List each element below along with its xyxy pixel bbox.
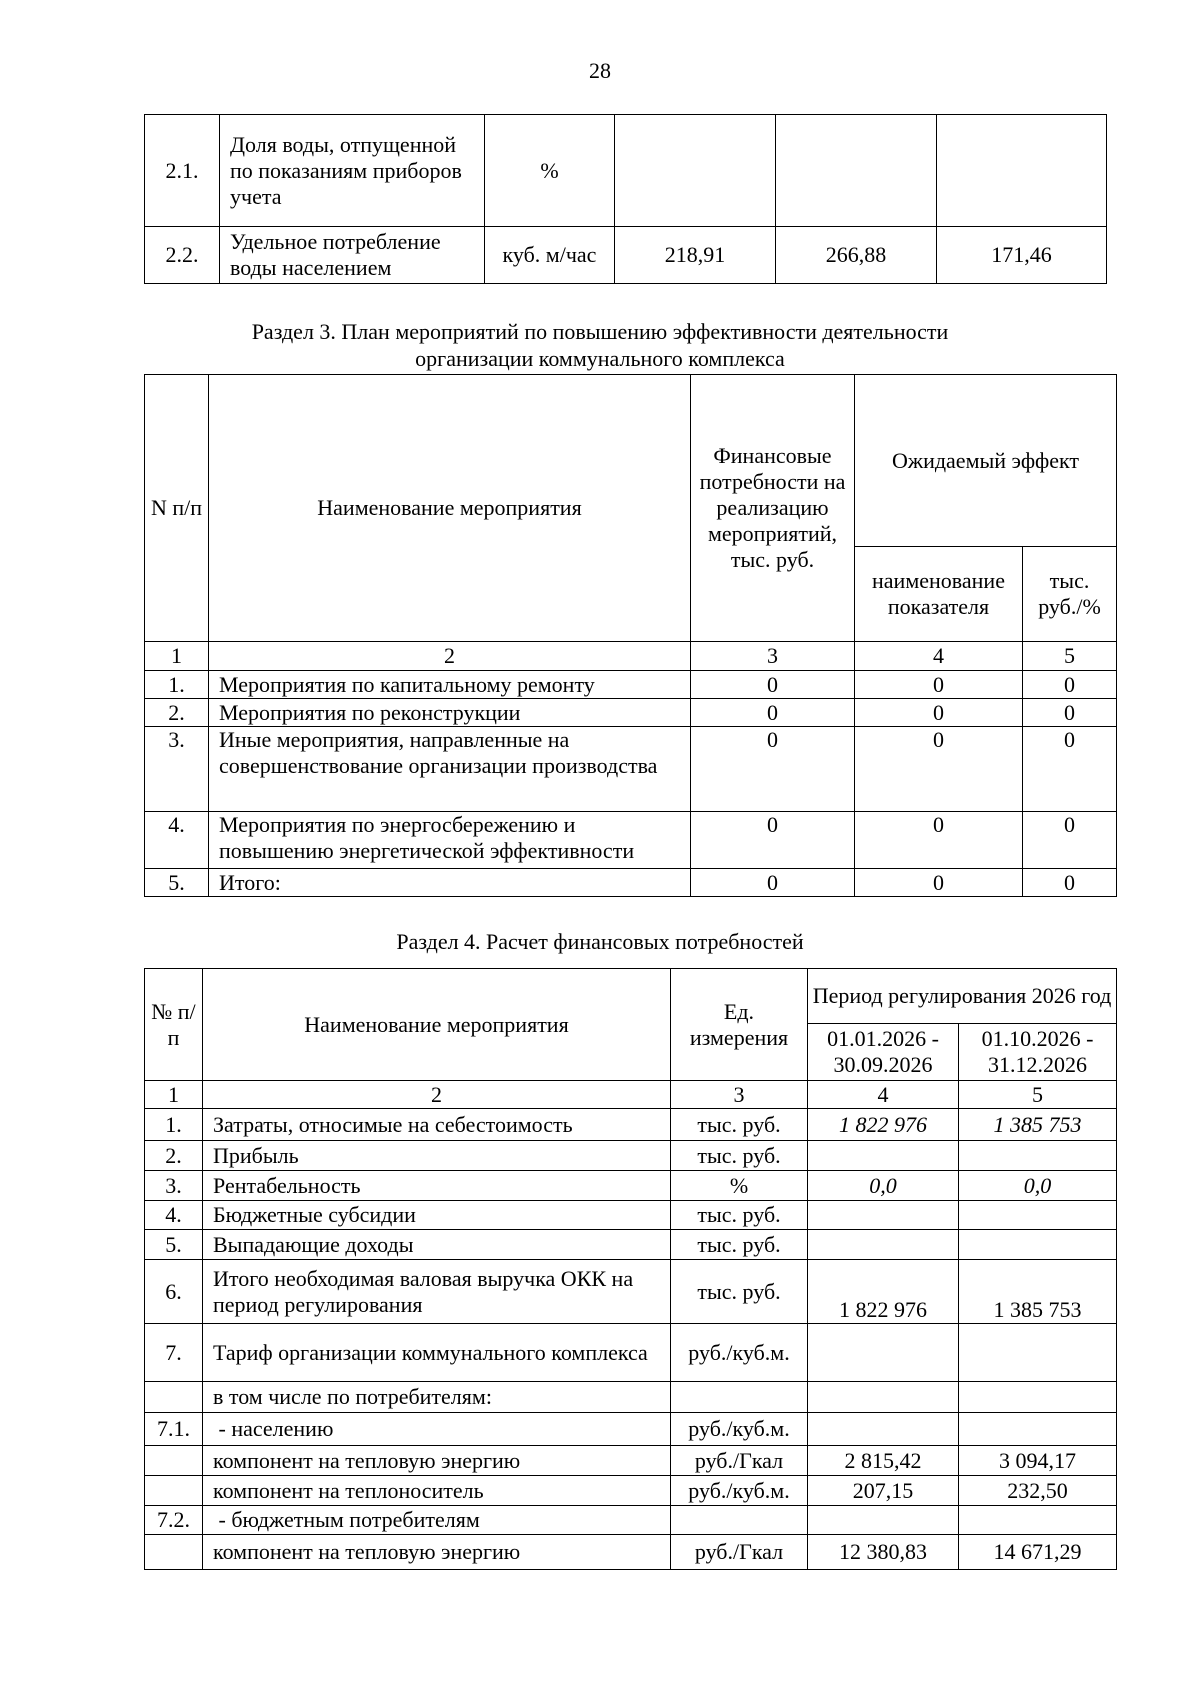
row-value-2: 266,88	[776, 227, 937, 284]
header-finance: Финансовые потребности на реализацию мероприятий, тыс. руб.	[691, 375, 855, 642]
row-period-1: 12 380,83	[808, 1535, 959, 1570]
table-row	[145, 115, 1107, 227]
table-row	[145, 727, 1117, 812]
row-unit: %	[671, 1171, 808, 1201]
row-number: 3.	[145, 1171, 203, 1201]
section3-title-line2: организации коммунального комплекса	[415, 346, 785, 371]
table-row	[145, 1109, 1117, 1141]
row-unit	[671, 1382, 808, 1413]
row-indicator: 0	[855, 671, 1023, 699]
row-unit: тыс. руб.	[671, 1260, 808, 1324]
row-period-2: 0,0	[959, 1171, 1117, 1201]
row-period-1	[808, 1382, 959, 1413]
row-period-1	[808, 1324, 959, 1382]
col-number: 1	[145, 642, 209, 671]
col-number: 5	[1023, 642, 1117, 671]
row-number: 1.	[145, 671, 209, 699]
header-unit: Ед. измерения	[671, 969, 808, 1081]
row-number: 7.1.	[145, 1413, 203, 1446]
header-period: Период регулирования 2026 год	[808, 969, 1117, 1024]
row-name: Рентабельность	[203, 1171, 671, 1201]
row-name: Итого необходимая валовая выручка ОКК на период регулирования	[203, 1260, 671, 1324]
table-row	[145, 1476, 1117, 1506]
header-name: Наименование мероприятия	[203, 969, 671, 1081]
table-row	[145, 1413, 1117, 1446]
row-period-2	[959, 1413, 1117, 1446]
row-indicator: 0	[855, 699, 1023, 727]
row-unit: руб./Гкал	[671, 1535, 808, 1570]
row-unit: руб./Гкал	[671, 1446, 808, 1476]
col-number: 4	[808, 1081, 959, 1109]
row-period-2	[959, 1382, 1117, 1413]
row-number: 7.	[145, 1324, 203, 1382]
header-value: тыс. руб./%	[1023, 547, 1117, 642]
row-name: Мероприятия по реконструкции	[209, 699, 691, 727]
row-number: 7.2.	[145, 1506, 203, 1535]
header-row	[145, 375, 1117, 547]
row-unit: тыс. руб.	[671, 1109, 808, 1141]
row-finance: 0	[691, 812, 855, 869]
row-period-2	[959, 1506, 1117, 1535]
row-period-2	[959, 1324, 1117, 1382]
row-period-2: 1 385 753	[959, 1109, 1117, 1141]
table-row	[145, 1535, 1117, 1570]
row-name: в том числе по потребителям:	[203, 1382, 671, 1413]
table-row	[145, 227, 1107, 284]
header-period-1: 01.01.2026 - 30.09.2026	[808, 1024, 959, 1081]
row-number	[145, 1476, 203, 1506]
row-name: Мероприятия по капитальному ремонту	[209, 671, 691, 699]
table-row	[145, 1230, 1117, 1260]
row-unit: руб./куб.м.	[671, 1324, 808, 1382]
col-number: 2	[209, 642, 691, 671]
table-section4	[144, 968, 1117, 1570]
row-period-1	[808, 1413, 959, 1446]
row-number: 5.	[145, 869, 209, 897]
section3-title-line1: Раздел 3. План мероприятий по повышению эффективности деятельности	[251, 319, 949, 344]
section4-title: Раздел 4. Расчет финансовых потребностей	[396, 929, 804, 954]
row-unit: %	[485, 115, 615, 227]
row-number	[145, 1446, 203, 1476]
row-period-2	[959, 1141, 1117, 1171]
row-value: 0	[1023, 727, 1117, 812]
header-effect: Ожидаемый эффект	[855, 375, 1117, 547]
row-name: - бюджетным потребителям	[203, 1506, 671, 1535]
row-name: Прибыль	[203, 1141, 671, 1171]
table-row	[145, 1171, 1117, 1201]
row-value-3	[937, 115, 1107, 227]
row-period-1	[808, 1230, 959, 1260]
table-row	[145, 812, 1117, 869]
table-row	[145, 1260, 1117, 1324]
row-period-2: 1 385 753	[959, 1260, 1117, 1324]
row-number: 5.	[145, 1230, 203, 1260]
row-value-2	[776, 115, 937, 227]
row-period-1: 2 815,42	[808, 1446, 959, 1476]
row-name: Затраты, относимые на себестоимость	[203, 1109, 671, 1141]
row-value: 0	[1023, 812, 1117, 869]
row-value-1	[615, 115, 776, 227]
row-number: 4.	[145, 1201, 203, 1230]
row-name: компонент на теплоноситель	[203, 1476, 671, 1506]
row-unit	[671, 1506, 808, 1535]
row-name: Тариф организации коммунального комплекса	[203, 1324, 671, 1382]
header-row	[145, 969, 1117, 1024]
row-number: 4.	[145, 812, 209, 869]
col-number: 4	[855, 642, 1023, 671]
table-row	[145, 1141, 1117, 1171]
col-number: 2	[203, 1081, 671, 1109]
row-name: Мероприятия по энергосбережению и повышению энергетической эффективности	[209, 812, 691, 869]
row-name: Иные мероприятия, направленные на совершенствование организации производства	[209, 727, 691, 812]
row-period-1: 1 822 976	[808, 1260, 959, 1324]
row-name: Выпадающие доходы	[203, 1230, 671, 1260]
table-row	[145, 699, 1117, 727]
col-number: 3	[691, 642, 855, 671]
row-finance: 0	[691, 699, 855, 727]
row-name: Итого:	[209, 869, 691, 897]
table-section3	[144, 374, 1117, 897]
page-number: 28	[589, 58, 611, 83]
row-number: 2.1.	[145, 115, 220, 227]
table-row	[145, 1382, 1117, 1413]
row-unit: куб. м/час	[485, 227, 615, 284]
row-period-2: 232,50	[959, 1476, 1117, 1506]
row-number: 6.	[145, 1260, 203, 1324]
row-unit: руб./куб.м.	[671, 1476, 808, 1506]
section3-title	[0, 318, 1200, 372]
column-numbers-row	[145, 1081, 1117, 1109]
row-value: 0	[1023, 671, 1117, 699]
row-value: 0	[1023, 699, 1117, 727]
table-indicators	[144, 114, 1107, 284]
row-number	[145, 1535, 203, 1570]
row-name: компонент на тепловую энергию	[203, 1535, 671, 1570]
row-indicator: 0	[855, 869, 1023, 897]
row-period-1	[808, 1141, 959, 1171]
row-finance: 0	[691, 727, 855, 812]
table-row	[145, 1201, 1117, 1230]
row-indicator: 0	[855, 727, 1023, 812]
row-number: 3.	[145, 727, 209, 812]
column-numbers-row	[145, 642, 1117, 671]
row-unit: тыс. руб.	[671, 1201, 808, 1230]
row-unit: тыс. руб.	[671, 1141, 808, 1171]
row-name: - населению	[203, 1413, 671, 1446]
row-number: 2.	[145, 1141, 203, 1171]
row-period-1	[808, 1506, 959, 1535]
row-period-1: 0,0	[808, 1171, 959, 1201]
row-unit: руб./куб.м.	[671, 1413, 808, 1446]
row-name: Удельное потребление воды населением	[220, 227, 485, 284]
row-number: 2.2.	[145, 227, 220, 284]
row-period-1: 1 822 976	[808, 1109, 959, 1141]
table-row	[145, 1506, 1117, 1535]
table-row	[145, 1324, 1117, 1382]
row-period-1: 207,15	[808, 1476, 959, 1506]
row-unit: тыс. руб.	[671, 1230, 808, 1260]
row-period-2	[959, 1230, 1117, 1260]
col-number: 5	[959, 1081, 1117, 1109]
row-number	[145, 1382, 203, 1413]
table-row	[145, 1446, 1117, 1476]
header-num: № п/п	[145, 969, 203, 1081]
header-period-2: 01.10.2026 - 31.12.2026	[959, 1024, 1117, 1081]
header-indicator: наименование показателя	[855, 547, 1023, 642]
col-number: 3	[671, 1081, 808, 1109]
row-period-1	[808, 1201, 959, 1230]
row-name: Доля воды, отпущенной по показаниям приборов учета	[220, 115, 485, 227]
row-name: Бюджетные субсидии	[203, 1201, 671, 1230]
row-name: компонент на тепловую энергию	[203, 1446, 671, 1476]
row-number: 2.	[145, 699, 209, 727]
row-period-2	[959, 1201, 1117, 1230]
row-finance: 0	[691, 869, 855, 897]
row-period-2: 14 671,29	[959, 1535, 1117, 1570]
col-number: 1	[145, 1081, 203, 1109]
row-value: 0	[1023, 869, 1117, 897]
header-num: N п/п	[145, 375, 209, 642]
row-value-3: 171,46	[937, 227, 1107, 284]
table-row	[145, 869, 1117, 897]
row-number: 1.	[145, 1109, 203, 1141]
row-finance: 0	[691, 671, 855, 699]
row-indicator: 0	[855, 812, 1023, 869]
row-value-1: 218,91	[615, 227, 776, 284]
header-name: Наименование мероприятия	[209, 375, 691, 642]
row-period-2: 3 094,17	[959, 1446, 1117, 1476]
table-row	[145, 671, 1117, 699]
